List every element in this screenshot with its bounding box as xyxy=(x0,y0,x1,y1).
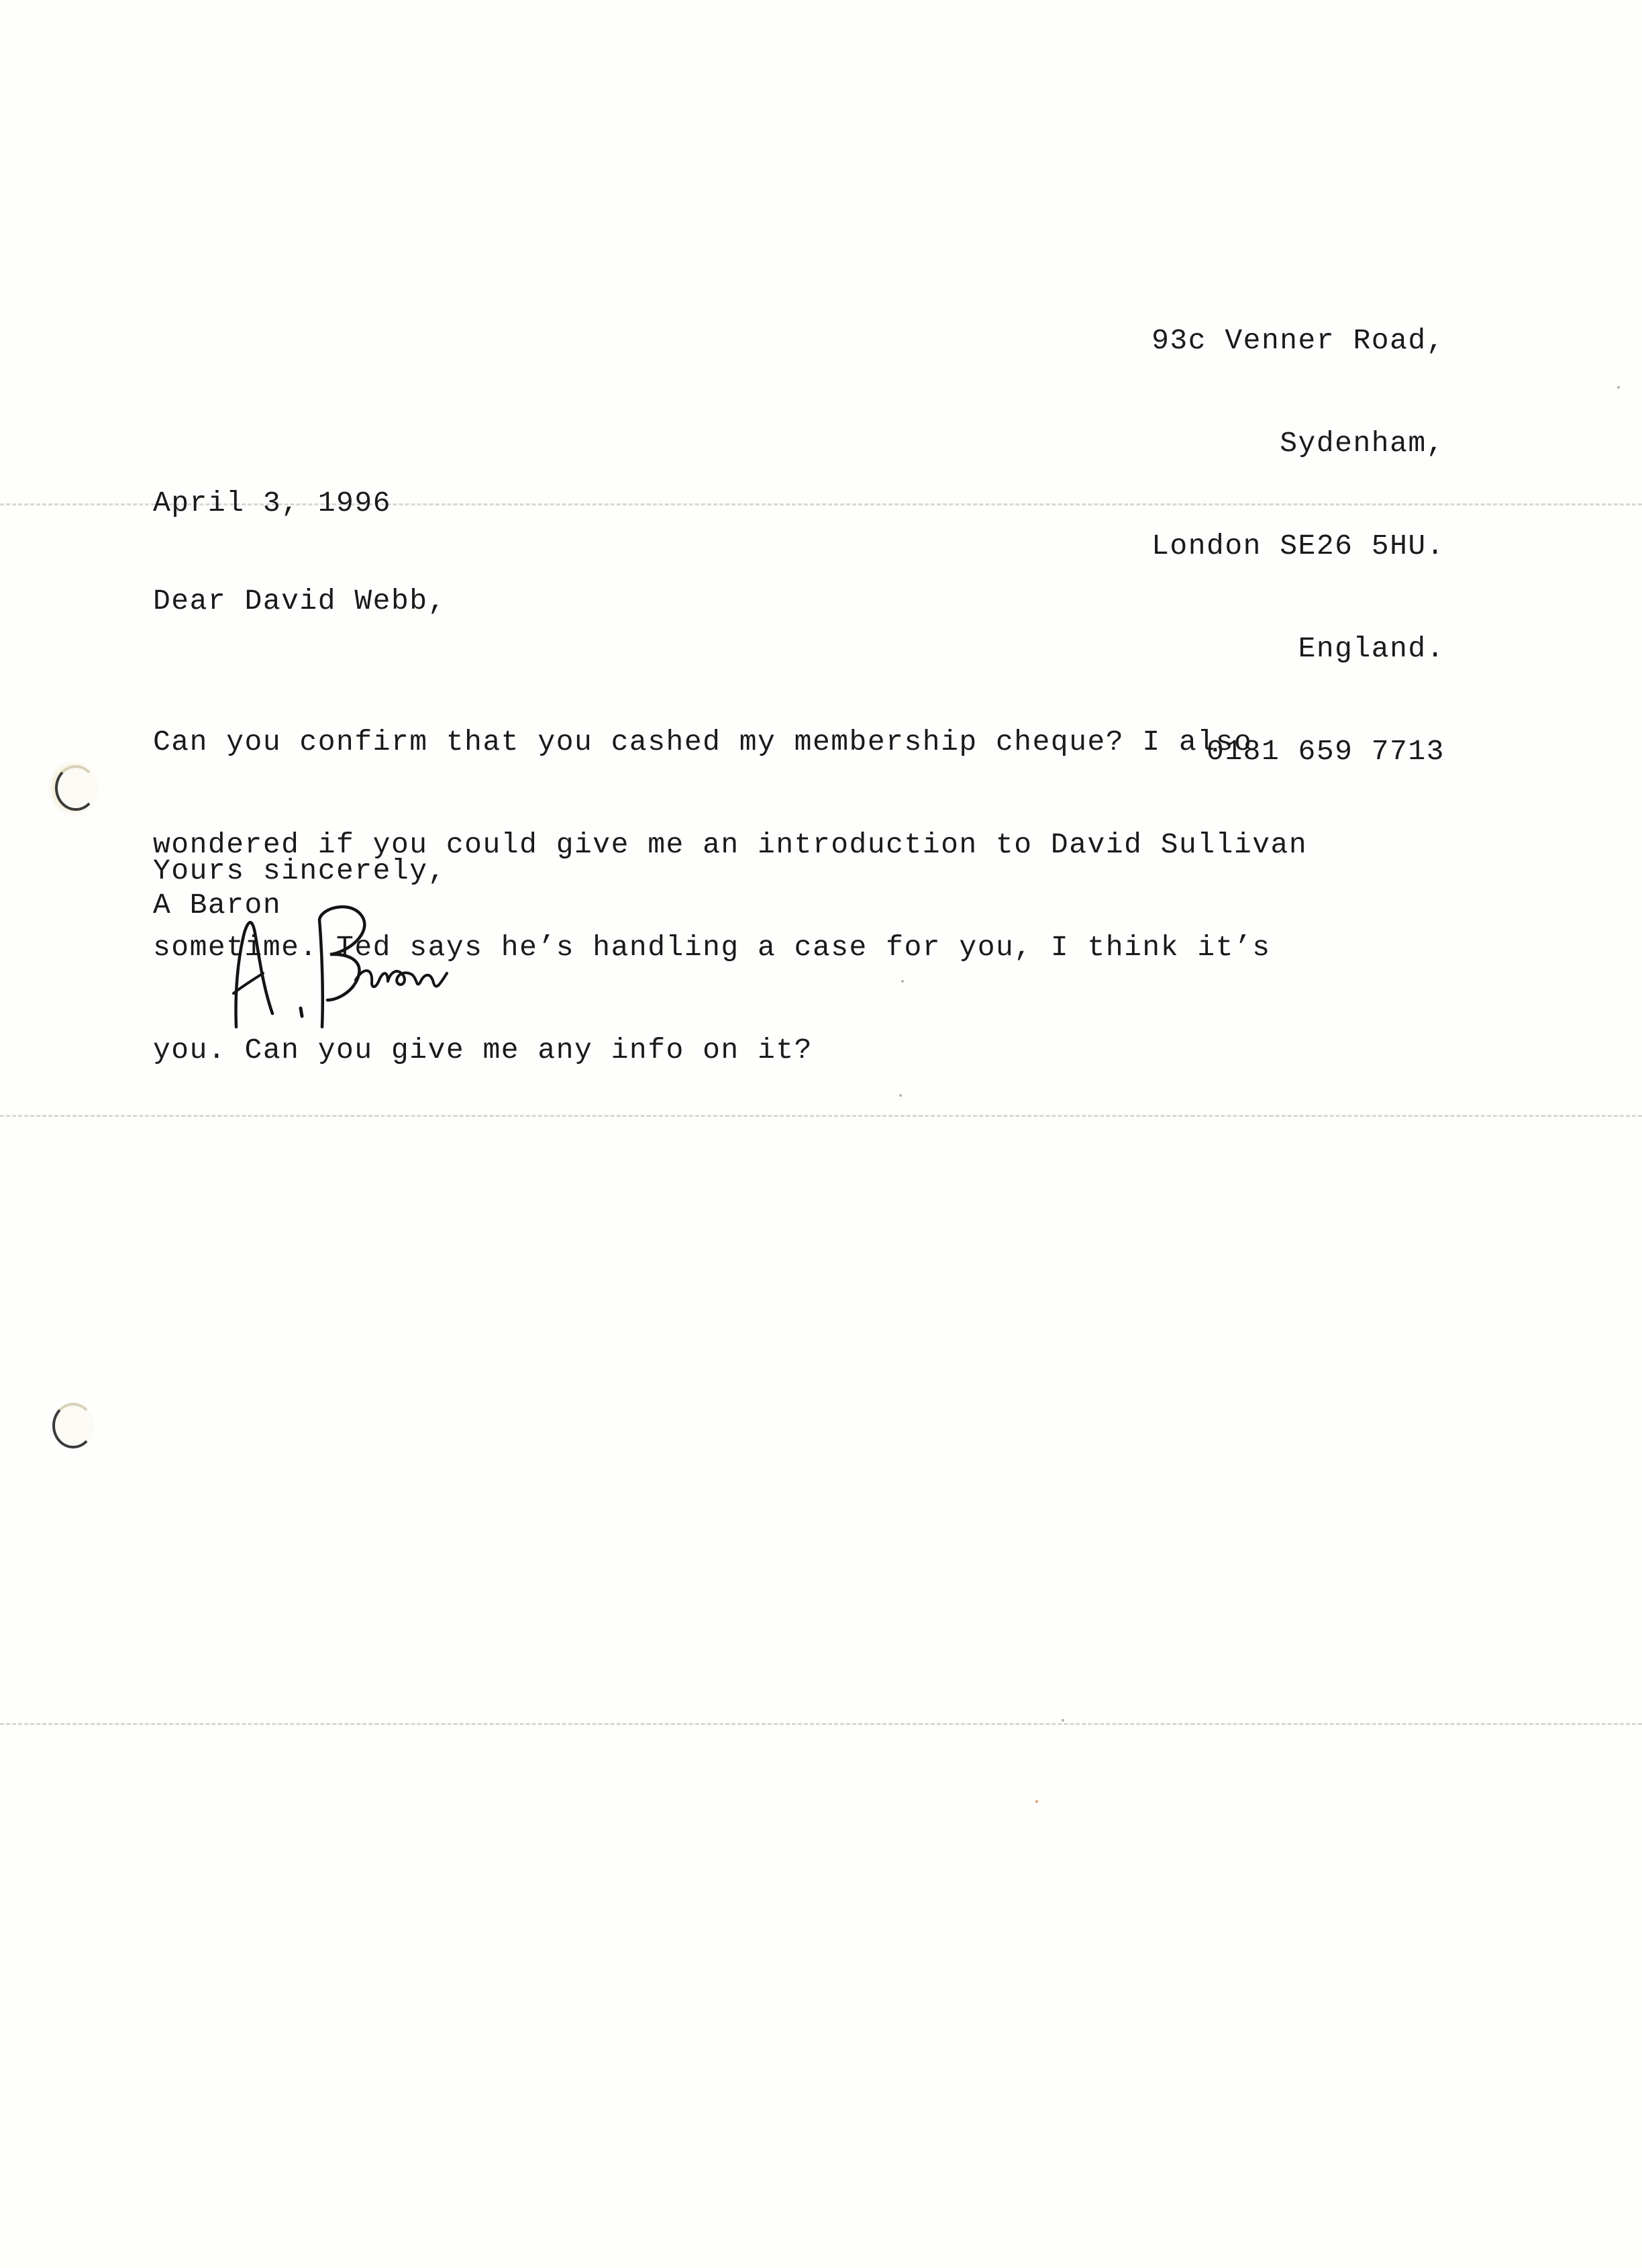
body-line: you. Can you give me any info on it? xyxy=(153,1034,813,1067)
punch-hole xyxy=(52,1403,94,1448)
address-line: London SE26 5HU. xyxy=(1151,530,1445,562)
signer-name: A Baron xyxy=(153,889,282,922)
salutation: Dear David Webb, xyxy=(153,585,446,618)
handwritten-signature xyxy=(221,893,503,1040)
letter-date: April 3, 1996 xyxy=(153,487,391,520)
body-line: wondered if you could give me an introduction to David Sullivan xyxy=(153,828,1308,861)
closing: Yours sincerely, xyxy=(153,854,446,887)
phone-number: 0181 659 7713 xyxy=(1207,735,1445,768)
address-line: England. xyxy=(1298,632,1445,665)
body-line: sometime. Ted says he’s handling a case for you, I think it’s xyxy=(153,931,1271,964)
fold-line xyxy=(0,1723,1642,1725)
punch-hole xyxy=(55,765,97,811)
address-line: Sydenham, xyxy=(1280,427,1445,460)
body-line: Can you confirm that you cashed my membership cheque? I also xyxy=(153,726,1253,758)
address-line: 93c Venner Road, xyxy=(1151,324,1445,357)
